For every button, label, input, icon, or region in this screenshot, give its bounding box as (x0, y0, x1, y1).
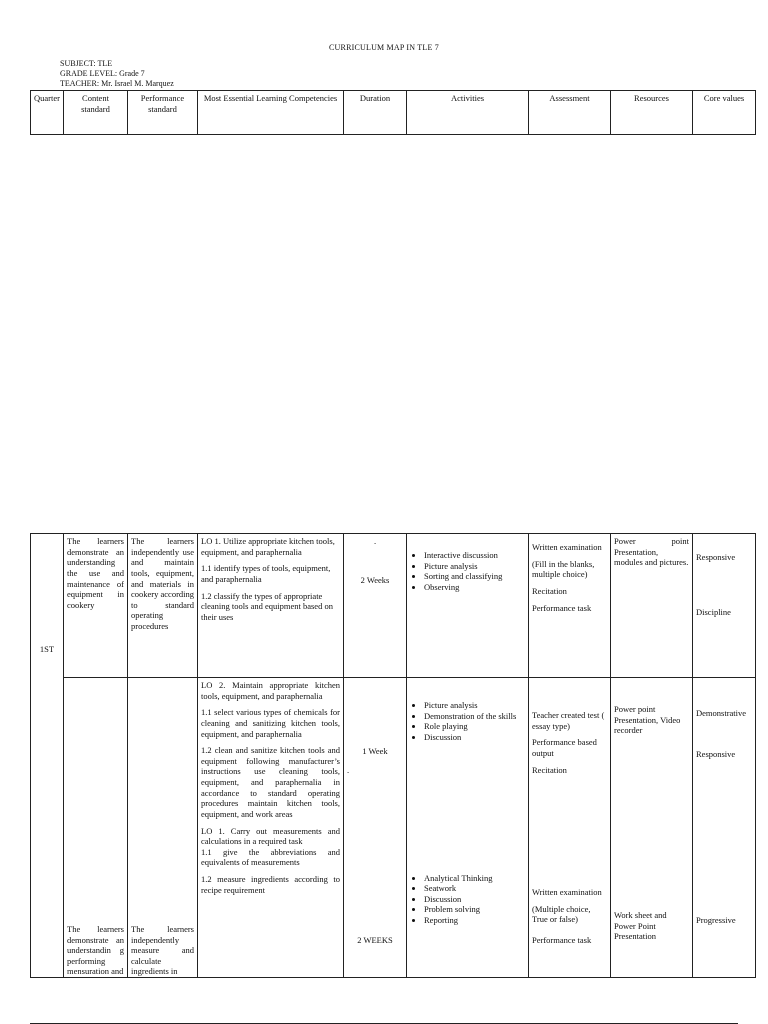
melc-cell (198, 534, 344, 678)
assessment-item: (Fill in the blanks, multiple choice) (532, 558, 595, 580)
list-item: • Interactive discussion (424, 550, 525, 561)
subject-line: SUBJECT: TLE (60, 59, 113, 68)
melc-item: 1.1 select various types of chemicals for cleaning and sanitizing kitchen tools, equipment, and paraphernalia (201, 707, 340, 739)
assessment-cell (529, 678, 611, 978)
activities-cell (407, 534, 529, 678)
list-item: • Demonstration of the skills (424, 711, 525, 722)
quarter-label: 1ST (39, 644, 55, 655)
header-core-values: Core values (693, 91, 756, 135)
melc-item: LO 2. Maintain appropriate kitchen tools, equipment, and paraphernalia (201, 680, 340, 701)
list-item: • Reporting (424, 915, 525, 926)
list-item: • Analytical Thinking (424, 873, 525, 884)
curriculum-table (30, 533, 756, 978)
core-values-cell (693, 678, 756, 978)
assessment-item: Written examination (532, 887, 602, 898)
list-item: • Picture analysis (424, 700, 525, 711)
melc-item: 1.2 classify the types of appropriate cleaning tools and equipment based on their uses (201, 590, 333, 622)
assessment-item: Performance task (532, 602, 592, 613)
melc-item: 1.2 measure ingredients according to recipe requirement (201, 874, 340, 895)
assessment-cell (529, 534, 611, 678)
assessment-item: (Multiple choice, True or false) (532, 903, 591, 925)
melc-item: 1.1 identify types of tools, equipment, and paraphernalia (201, 563, 331, 584)
resource-item: Power point Presentation, Video recorder (614, 704, 681, 736)
list-item: • Discussion (424, 894, 525, 905)
teacher-line: TEACHER: Mr. Israel M. Marquez (60, 79, 174, 88)
assessment-item: Performance based output (532, 737, 597, 758)
header-melc: Most Essential Learning Competencies (198, 91, 344, 135)
list-item: • Problem solving (424, 904, 525, 915)
melc-cell (198, 678, 344, 978)
header-content-standard: Content standard (64, 91, 128, 135)
resources-cell: Power point Presentation, modules and pictures. (611, 534, 693, 678)
content-standard-cell: The learners demonstrate an understandin g performing mensuration and (64, 678, 128, 978)
melc-item: 1.2 clean and sanitize kitchen tools and equipment following manufacturer’s instructions use cleaning tools, equipment, and paraphernalia in accordance to standard operating procedures maintain kitchen tools, equipment, and work areas (201, 745, 340, 819)
grade-level-line: GRADE LEVEL: Grade 7 (60, 69, 145, 78)
header-activities: Activities (407, 91, 529, 135)
melc-item: 1.1 give the abbreviations and equivalents of measurements (201, 846, 340, 868)
activities-cell (407, 678, 529, 978)
list-item: • Picture analysis (424, 561, 525, 572)
performance-standard-cell: The learners independently use and maintain tools, equipment, and materials in cookery according to standard operating procedures (128, 534, 198, 678)
core-value: Progressive (696, 915, 736, 926)
header-performance-standard: Performance standard (128, 91, 198, 135)
list-item: • Seatwork (424, 883, 525, 894)
table-row (31, 534, 756, 678)
duration-value: 2 Weeks (360, 574, 390, 585)
core-value: Responsive (696, 748, 736, 759)
performance-standard-cell: The learners independently measure and calculate ingredients in (128, 678, 198, 978)
list-item: • Discussion (424, 732, 525, 743)
melc-item: LO 1. Carry out measurements and calculations in a required task (201, 825, 340, 847)
dot-mark: . (347, 764, 350, 775)
duration-value: 1 Week (362, 746, 388, 756)
header-assessment: Assessment (529, 91, 611, 135)
duration-cell (344, 534, 407, 678)
table-row (31, 678, 756, 978)
assessment-item: Performance task (532, 935, 592, 945)
duration-cell (344, 678, 407, 978)
list-item: • Sorting and classifying (424, 571, 525, 582)
duration-value: 2 WEEKS (357, 935, 393, 946)
melc-item: LO 1. Utilize appropriate kitchen tools, equipment, and paraphernalia (201, 536, 335, 557)
quarter-cell (31, 534, 64, 978)
assessment-item: Recitation (532, 764, 567, 775)
core-value: Discipline (696, 606, 731, 617)
document-title: CURRICULUM MAP IN TLE 7 (329, 43, 439, 52)
content-standard-cell: The learners demonstrate an understanding the use and maintenance of equipment in cookery (64, 534, 128, 678)
dot-mark: . (373, 536, 377, 546)
header-resources: Resources (611, 91, 693, 135)
assessment-item: Teacher created test ( essay type) (532, 710, 605, 731)
resources-cell (611, 678, 693, 978)
list-item: • Observing (424, 582, 525, 593)
header-duration: Duration (344, 91, 407, 135)
core-value: Responsive (696, 552, 736, 562)
list-item: • Role playing (424, 721, 525, 732)
core-value: Demonstrative (696, 708, 747, 718)
header-table (30, 90, 756, 135)
resource-item: Work sheet and Power Point Presentation (614, 909, 667, 942)
header-quarter: Quarter (31, 91, 64, 135)
core-values-cell (693, 534, 756, 678)
assessment-item: Written examination (532, 542, 602, 552)
assessment-item: Recitation (532, 585, 567, 596)
